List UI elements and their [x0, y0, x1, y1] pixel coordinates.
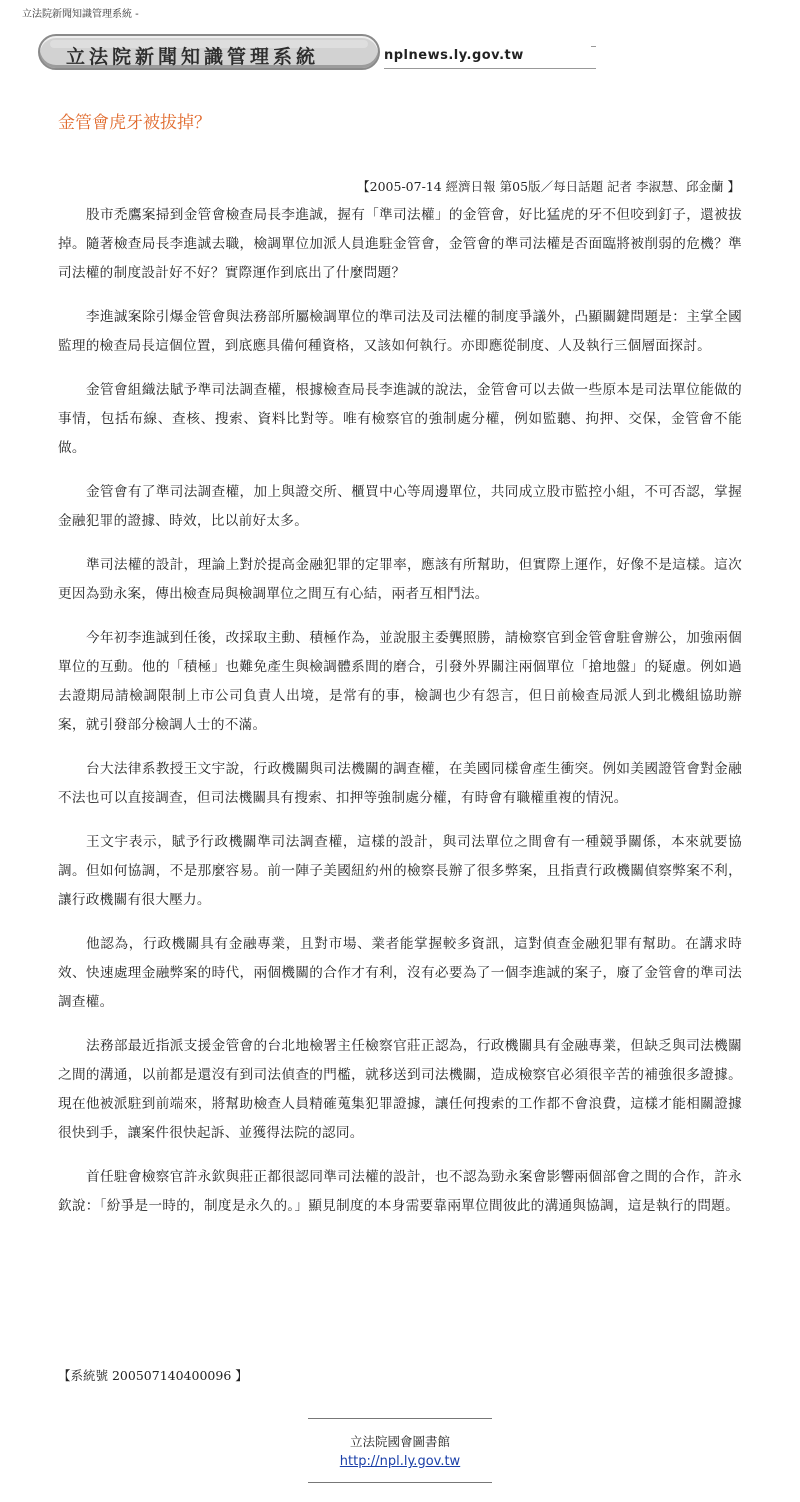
article-source: 【2005-07-14 經濟日報 第05版／每日話題 記者 李淑慧、邱金蘭 】 [357, 179, 740, 194]
banner-url: nplnews.ly.gov.tw [384, 48, 524, 63]
article-paragraph: 股市禿鷹案掃到金管會檢查局長李進誠，握有「準司法權」的金管會，好比猛虎的牙不但咬到釘子，還被拔掉。隨著檢查局長李進誠去職，檢調單位加派人員進駐金管會，金管會的準司法權是否面臨將被削弱的危機？準司法權的制度設計好不好？實際運作到底出了什麼問題？ [58, 207, 742, 281]
system-number: 【系統號 200507140400096 】 [58, 1368, 248, 1383]
article-paragraph: 首任駐會檢察官許永欽與莊正都很認同準司法權的設計，也不認為勁永案會影響兩個部會之間的合作，許永欽說：「紛爭是一時的，制度是永久的。」顯見制度的本身需要靠兩單位間彼此的溝通與協調，這是執行的問題。 [58, 1169, 742, 1214]
article-paragraph: 李進誠案除引爆金管會與法務部所屬檢調單位的準司法及司法權的制度爭議外，凸顯關鍵問題是：主掌全國監理的檢查局長這個位置，到底應具備何種資格，又該如何執行。亦即應從制度、人及執行三個層面探討。 [58, 309, 742, 354]
article-paragraph: 準司法權的設計，理論上對於提高金融犯罪的定罪率，應該有所幫助，但實際上運作，好像不是這樣。這次更因為勁永案，傳出檢查局與檢調單位之間互有心結，兩者互相鬥法。 [58, 557, 742, 602]
article-paragraph: 王文宇表示，賦予行政機關準司法調查權，這樣的設計，與司法單位之間會有一種競爭關係，本來就要協調。但如何協調，不是那麼容易。前一陣子美國紐約州的檢察長辦了很多弊案，且指責行政機關偵察弊案不利，讓行政機關有很大壓力。 [58, 834, 742, 908]
footer-divider-top [308, 1418, 492, 1419]
footer-library-name: 立法院國會圖書館 [349, 1434, 450, 1449]
article-paragraph: 今年初李進誠到任後，改採取主動、積極作為，並說服主委龔照勝，請檢察官到金管會駐會辦公，加強兩個單位的互動。他的「積極」也難免產生與檢調體系間的磨合，引發外界關注兩個單位「搶地盤」的疑慮。例如過去證期局請檢調限制上市公司負責人出境，是常有的事，檢調也少有怨言，但日前檢查局派人到北機組協助辦案，就引發部分檢調人士的不滿。 [58, 630, 742, 733]
article-paragraph: 他認為，行政機關具有金融專業，且對市場、業者能掌握較多資訊，這對偵查金融犯罪有幫助。在講求時效、快速處理金融弊案的時代，兩個機關的合作才有利，沒有必要為了一個李進誠的案子，廢了金管會的準司法調查權。 [58, 936, 742, 1010]
footer-library-link[interactable]: http://npl.ly.gov.tw [339, 1454, 461, 1469]
article-paragraph: 法務部最近指派支援金管會的台北地檢署主任檢察官莊正認為，行政機關具有金融專業，但缺乏與司法機關之間的溝通，以前都是還沒有到司法偵查的門檻，就移送到司法機關，造成檢察官必須很辛苦的補強很多證據。現在他被派駐到前端來，將幫助檢查人員精確蒐集犯罪證據，讓任何搜索的工作都不會浪費，這樣才能相關證據很快到手，讓案件很快起訴、並獲得法院的認同。 [58, 1038, 742, 1141]
article-paragraph: 金管會組織法賦予準司法調查權，根據檢查局長李進誠的說法，金管會可以去做一些原本是司法單位能做的事情，包括布線、查核、搜索、資料比對等。唯有檢察官的強制處分權，例如監聽、拘押、交保，金管會不能做。 [58, 382, 742, 456]
banner-divider-tick [591, 46, 596, 47]
footer-divider-bottom [308, 1482, 492, 1483]
site-banner [38, 32, 598, 72]
article-paragraph: 台大法律系教授王文宇說，行政機關與司法機關的調查權，在美國同樣會產生衝突。例如美國證管會對金融不法也可以直接調查，但司法機關具有搜索、扣押等強制處分權，有時會有職權重複的情況。 [58, 761, 742, 806]
browser-window-title: 立法院新聞知識管理系統 - [22, 9, 139, 20]
article-body [58, 201, 742, 1236]
article-headline: 金管會虎牙被拔掉？ [58, 113, 211, 133]
article-paragraph: 金管會有了準司法調查權，加上與證交所、櫃買中心等周邊單位，共同成立股市監控小組，不可否認，掌握金融犯罪的證據、時效，比以前好太多。 [58, 484, 742, 529]
banner-title: 立法院新聞知識管理系統 [66, 46, 320, 68]
banner-divider [384, 68, 596, 69]
banner-logo-pill [38, 34, 380, 70]
